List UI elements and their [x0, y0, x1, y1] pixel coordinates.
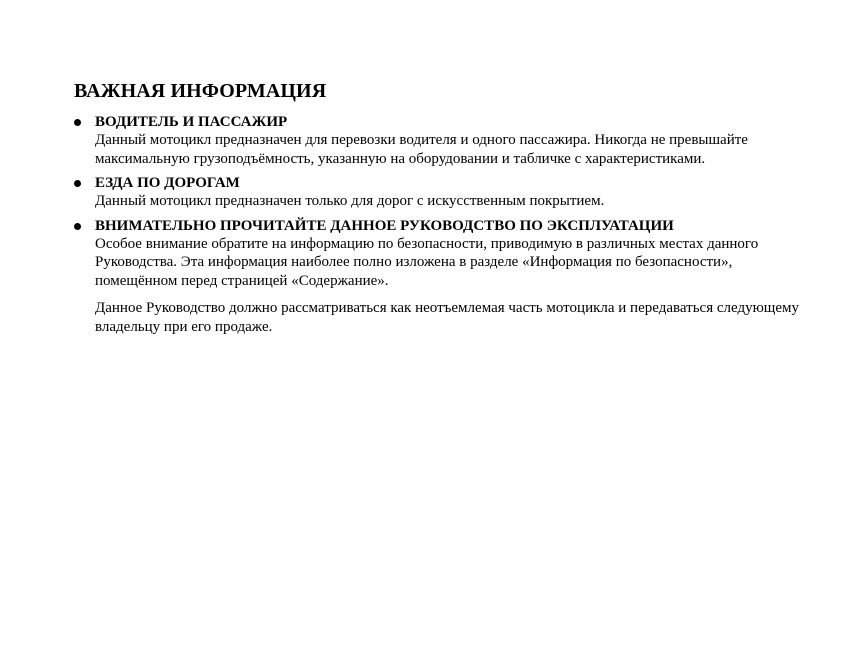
section-read-manual [74, 217, 804, 291]
section-text: Данный мотоцикл предназначен только для дорог с искусственным покрытием. [95, 193, 605, 209]
bullet-icon [74, 119, 81, 126]
section-title: ВОДИТЕЛЬ И ПАССАЖИР [95, 114, 288, 130]
document-page [74, 78, 804, 336]
bullet-icon [74, 180, 81, 187]
bullet-icon [74, 223, 81, 230]
section-text: Данный мотоцикл предназначен для перевозки водителя и одного пассажира. Никогда не превышайте максимальную грузоподъёмность, указанную на оборудовании и табличке с характеристиками. [95, 132, 748, 167]
page-title: ВАЖНАЯ ИНФОРМАЦИЯ [74, 80, 327, 102]
section-text: Особое внимание обратите на информацию по безопасности, приводимую в различных местах данного Руководства. Эта информация наиболее полно изложена в разделе «Информация по безопасности», помещённом перед страницей «Содержание». [95, 235, 759, 289]
section-title: ЕЗДА ПО ДОРОГАМ [95, 175, 240, 191]
section-road-use [74, 174, 804, 211]
closing-paragraph: Данное Руководство должно рассматриваться как неотъемлемая часть мотоцикла и передаваться следующему владельцу при его продаже. [95, 300, 799, 335]
section-rider-passenger [74, 113, 804, 168]
section-title: ВНИМАТЕЛЬНО ПРОЧИТАЙТЕ ДАННОЕ РУКОВОДСТВО ПО ЭКСПЛУАТАЦИИ [95, 217, 674, 234]
